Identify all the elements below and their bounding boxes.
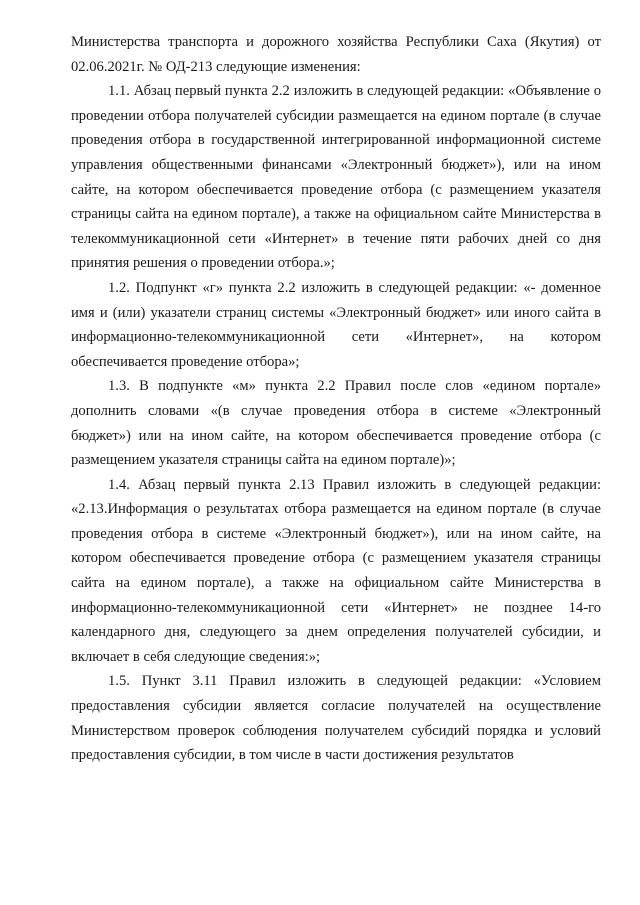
paragraph-continuation: Министерства транспорта и дорожного хозяйства Республики Саха (Якутия) от 02.06.2021г. № ОД-213 следующие изменения:	[71, 34, 601, 75]
paragraph-item-1-5: 1.5. Пункт 3.11 Правил изложить в следующей редакции: «Условием предоставления субсидии является согласие получателей на осуществление Министерством проверок соблюдения получателем субсидий порядка и условий предоставления субсидии, в том числе в части достижения результатов	[71, 673, 601, 764]
paragraph-item-1-3: 1.3. В подпункте «м» пункта 2.2 Правил после слов «едином портале» дополнить словами «(в случае проведения отбора в системе «Электронный бюджет») или на ином сайте, на котором обеспечивается проведение отбора (с размещением указателя страницы сайта на едином портале)»;	[71, 378, 601, 469]
paragraph-item-1-4: 1.4. Абзац первый пункта 2.13 Правил изложить в следующей редакции: «2.13.Информация о результатах отбора размещается на едином портале (в случае проведения отбора в системе «Электронный бюджет»), или на ином сайте, на котором обеспечивается проведение отбора (с размещением указателя страницы сайта на едином портале), а также на официальном сайте Министерства в информационно-телекоммуникационной сети «Интернет» не позднее 14-го календарного дня, следующего за днем определения получателей субсидии, и включает в себя следующие сведения:»;	[71, 476, 601, 665]
paragraph-item-1-1: 1.1. Абзац первый пункта 2.2 изложить в следующей редакции: «Объявление о проведении отбора получателей субсидии размещается на едином портале (в случае проведения отбора в государственной интегрированной информационной системе управления общественными финансами «Электронный бюджет»), или на ином сайте, на котором обеспечивается проведение отбора (с размещением указателя страницы сайта на едином портале), а также на официальном сайте Министерства в телекоммуникационной сети «Интернет» в течение пяти рабочих дней со дня принятия решения о проведении отбора.»;	[71, 83, 601, 272]
document-body	[71, 30, 601, 768]
paragraph-item-1-2: 1.2. Подпункт «г» пункта 2.2 изложить в следующей редакции: «- доменное имя и (или) указатели страниц системы «Электронный бюджет» или иного сайта в информационно-телекоммуникационной сети «Интернет», на котором обеспечивается проведение отбора»;	[71, 279, 601, 370]
